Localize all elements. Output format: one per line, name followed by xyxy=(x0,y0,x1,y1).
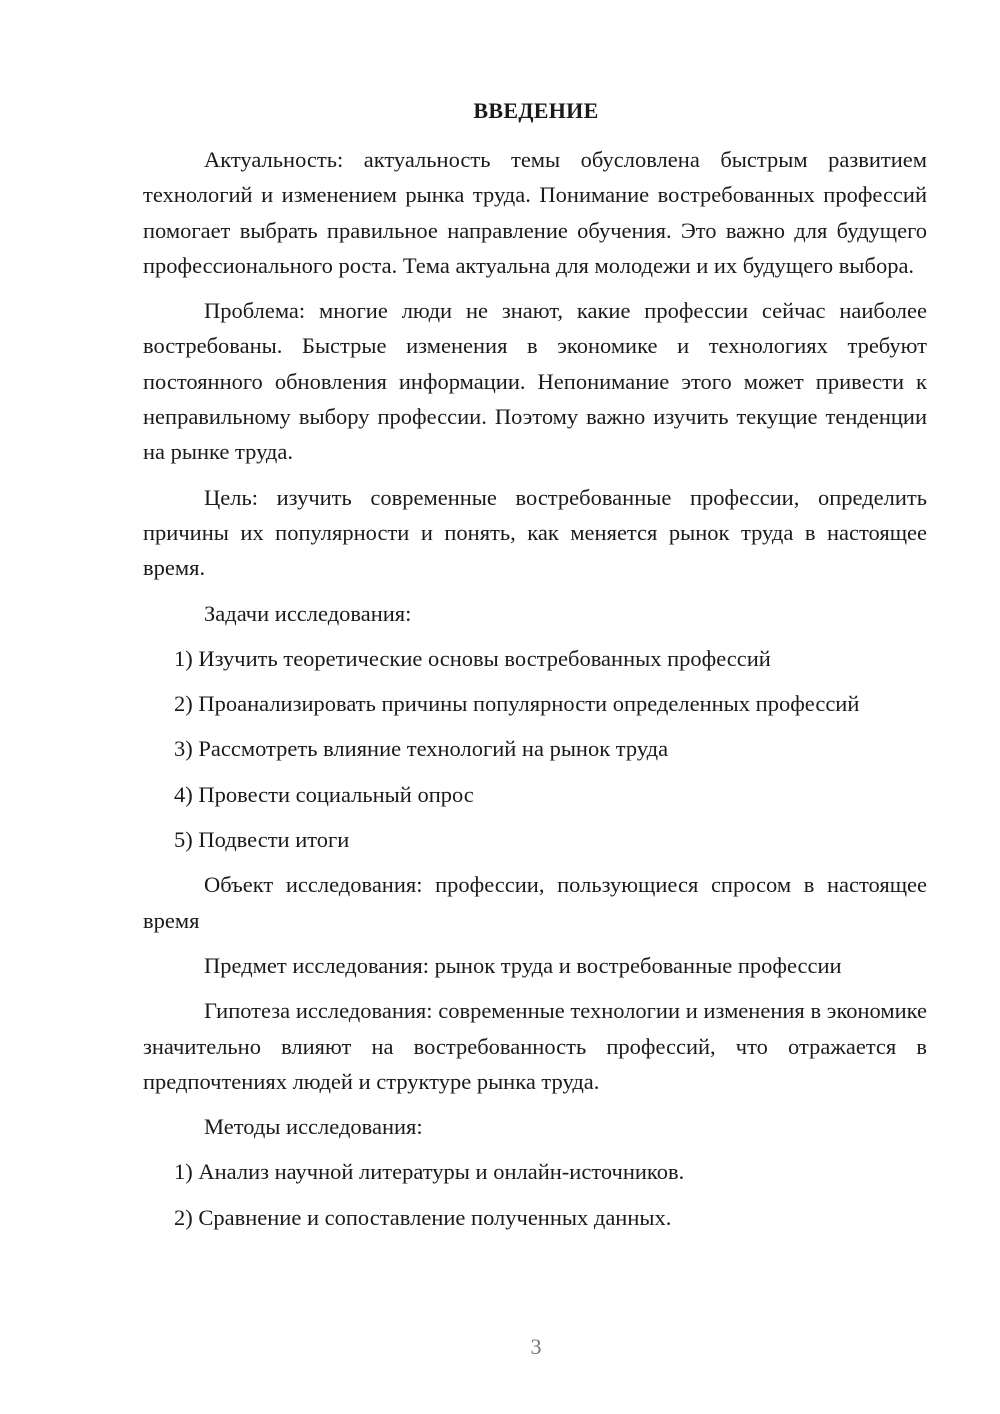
page-title: ВВЕДЕНИЕ xyxy=(473,98,599,123)
goal-paragraph: Цель: изучить современные востребованные профессии, определить причины их популярности и понять, как меняется рынок труда в настоящее время. xyxy=(143,484,927,581)
hypothesis-paragraph: Гипотеза исследования: современные технологии и изменения в экономике значительно влияют на востребованность профессий, что отражается в предпочтениях людей и структуре рынка труда. xyxy=(143,998,927,1094)
task-item: 4) Провести социальный опрос xyxy=(174,781,474,807)
tasks-heading: Задачи исследования: xyxy=(204,600,412,626)
method-item: 1) Анализ научной литературы и онлайн-источников. xyxy=(174,1159,685,1185)
object-paragraph: Объект исследования: профессии, пользующиеся спросом в настоящее время xyxy=(143,872,927,933)
task-item: 3) Рассмотреть влияние технологий на рынок труда xyxy=(174,736,669,762)
page-number: 3 xyxy=(530,1334,542,1359)
task-item: 2) Проанализировать причины популярности определенных профессий xyxy=(174,691,860,717)
document-body xyxy=(143,142,927,1235)
task-item: 1) Изучить теоретические основы востребованных профессий xyxy=(174,645,771,671)
subject-paragraph: Предмет исследования: рынок труда и востребованные профессии xyxy=(204,952,842,978)
task-item: 5) Подвести итоги xyxy=(174,827,350,853)
methods-heading: Методы исследования: xyxy=(204,1114,423,1140)
relevance-paragraph: Актуальность: актуальность темы обусловлена быстрым развитием технологий и изменением рынка труда. Понимание востребованных профессий помогает выбрать правильное направление обучения. Это важно для будущего профессионального роста. Тема актуальна для молодежи и их будущего выбора. xyxy=(143,147,927,278)
method-item: 2) Сравнение и сопоставление полученных данных. xyxy=(174,1204,672,1230)
problem-paragraph: Проблема: многие люди не знают, какие профессии сейчас наиболее востребованы. Быстрые изменения в экономике и технологиях требуют постоянного обновления информации. Непонимание этого может привести к неправильному выбору профессии. Поэтому важно изучить текущие тенденции на рынке труда. xyxy=(143,298,927,465)
